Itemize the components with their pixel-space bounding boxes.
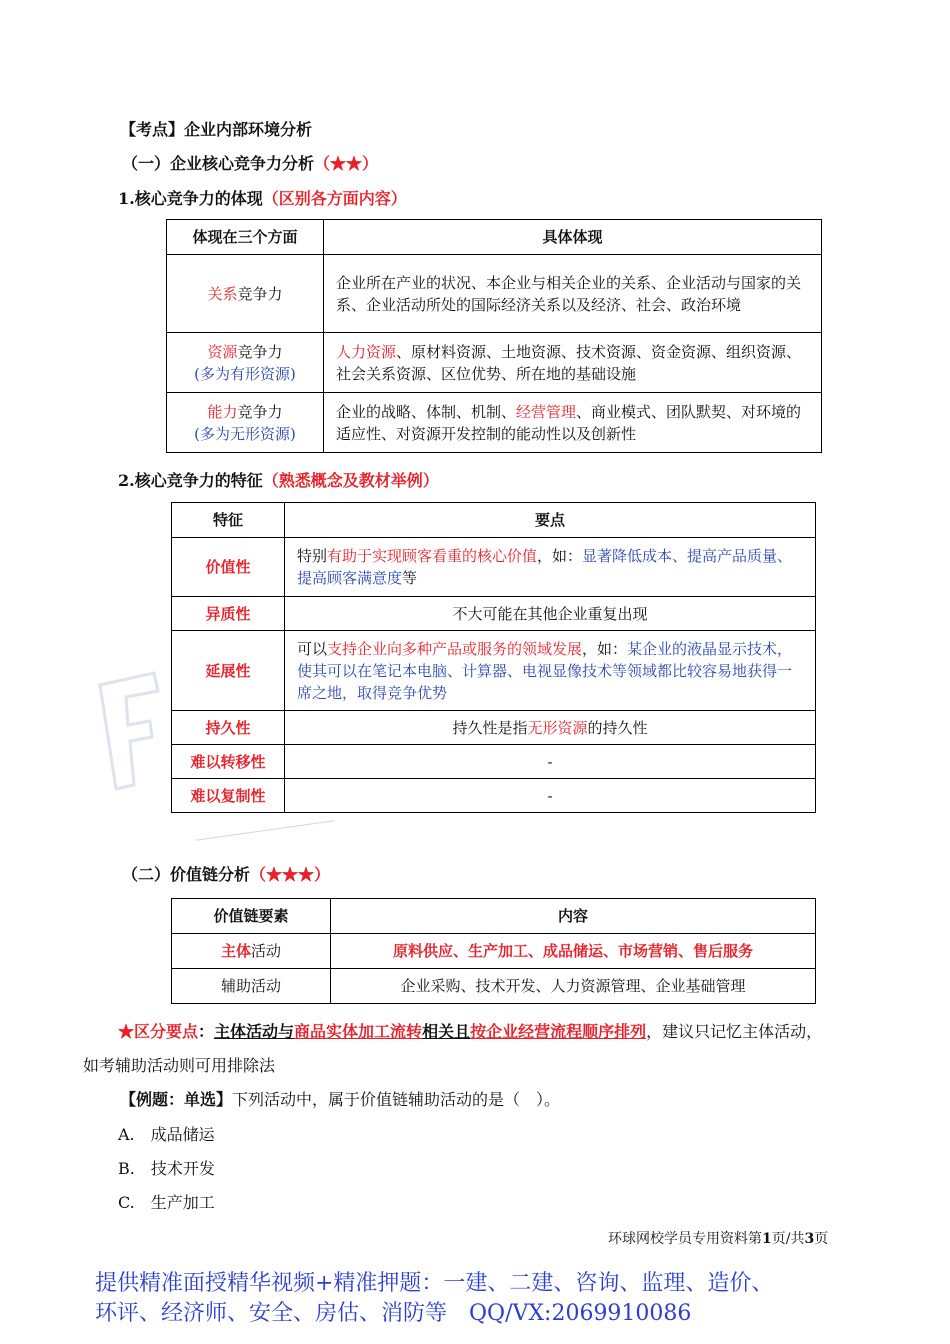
feature-name-cell: 难以复制性 [172,779,285,813]
aspect-cell: 能力竞争力 (多为无形资源) [167,393,324,453]
column-header: 特征 [172,503,285,538]
feature-name-cell: 异质性 [172,597,285,631]
option-a: A. 成品储运 [118,1125,215,1144]
column-header: 体现在三个方面 [167,220,324,255]
subsection-2-title: 2.核心竞争力的特征（熟悉概念及教材举例） [118,471,439,490]
feature-detail-cell: 可以支持企业向多种产品或服务的领域发展，如：某企业的液晶显示技术，使其可以在笔记本电脑、计算器、电视显像技术等领域都比较容易地获得一席之地，取得竞争优势 [285,631,816,711]
page-footer: 环球网校学员专用资料第1页/共3页 [608,1231,829,1247]
feature-detail-cell: 不大可能在其他企业重复出现 [285,597,816,631]
table-row [172,934,816,969]
promo-line-2: 环评、经济师、安全、房估、消防等 QQ/VX:2069910086 [95,1301,692,1326]
feature-name-cell: 价值性 [172,538,285,597]
section-2-title: （二）价值链分析（★★★） [122,865,331,884]
content-cell: 企业采购、技术开发、人力资源管理、企业基础管理 [331,969,816,1004]
table-row [167,393,822,453]
table-row [172,745,816,779]
aspect-cell: 资源竞争力 (多为有形资源) [167,333,324,393]
table-row [172,538,816,597]
watermark-line [196,820,335,840]
option-c: C. 生产加工 [118,1193,215,1212]
column-header: 内容 [331,899,816,934]
table-row [172,597,816,631]
element-cell: 辅助活动 [172,969,331,1004]
feature-name-cell: 难以转移性 [172,745,285,779]
table-row [167,333,822,393]
element-cell: 主体活动 [172,934,331,969]
option-b: B. 技术开发 [118,1159,215,1178]
table-row [172,969,816,1004]
feature-name-cell: 持久性 [172,711,285,745]
table-row [167,255,822,333]
column-header: 价值链要素 [172,899,331,934]
feature-detail-cell: - [285,745,816,779]
value-chain-table [171,898,816,1004]
promo-line-1: 提供精准面授精华视频+精准押题：一建、二建、咨询、监理、造价、 [95,1271,774,1296]
table-header-row [167,220,822,255]
column-header: 要点 [285,503,816,538]
aspect-cell: 关系竞争力 [167,255,324,333]
feature-detail-cell: - [285,779,816,813]
table-row [172,779,816,813]
detail-cell: 企业所在产业的状况、本企业与相关企业的关系、企业活动与国家的关系、企业活动所处的国际经济关系以及经济、社会、政治环境 [324,255,822,333]
feature-detail-cell: 特别有助于实现顾客看重的核心价值，如：显著降低成本、提高产品质量、提高顾客满意度等 [285,538,816,597]
table-row [172,631,816,711]
content-cell: 原料供应、生产加工、成品储运、市场营销、售后服务 [331,934,816,969]
key-point-note: ★区分要点：主体活动与商品实体加工流转相关且按企业经营流程顺序排列，建议只记忆主体活动， [118,1022,823,1041]
subsection-1-title: 1.核心竞争力的体现（区别各方面内容） [118,189,407,208]
example-question: 【例题：单选】下列活动中，属于价值链辅助活动的是（ ）。 [120,1090,561,1109]
feature-detail-cell: 持久性是指无形资源的持久性 [285,711,816,745]
watermark-logo [92,665,172,815]
section-1-stars: （★★） [314,154,379,173]
column-header: 具体体现 [324,220,822,255]
section-1-title: （一）企业核心竞争力分析（★★） [122,154,379,173]
key-point-note-line2: 如考辅助活动则可用排除法 [83,1056,276,1075]
detail-cell: 企业的战略、体制、机制、经营管理、商业模式、团队默契、对环境的适应性、对资源开发控制的能动性以及创新性 [324,393,822,453]
page-heading: 【考点】企业内部环境分析 [120,120,313,139]
section-2-stars: （★★★） [250,865,331,884]
table-row [172,711,816,745]
feature-name-cell: 延展性 [172,631,285,711]
table-header-row [172,503,816,538]
core-competence-table [166,219,822,453]
detail-cell: 人力资源、原材料资源、土地资源、技术资源、资金资源、组织资源、社会关系资源、区位优势、所在地的基础设施 [324,333,822,393]
competence-features-table [171,502,816,813]
table-header-row [172,899,816,934]
